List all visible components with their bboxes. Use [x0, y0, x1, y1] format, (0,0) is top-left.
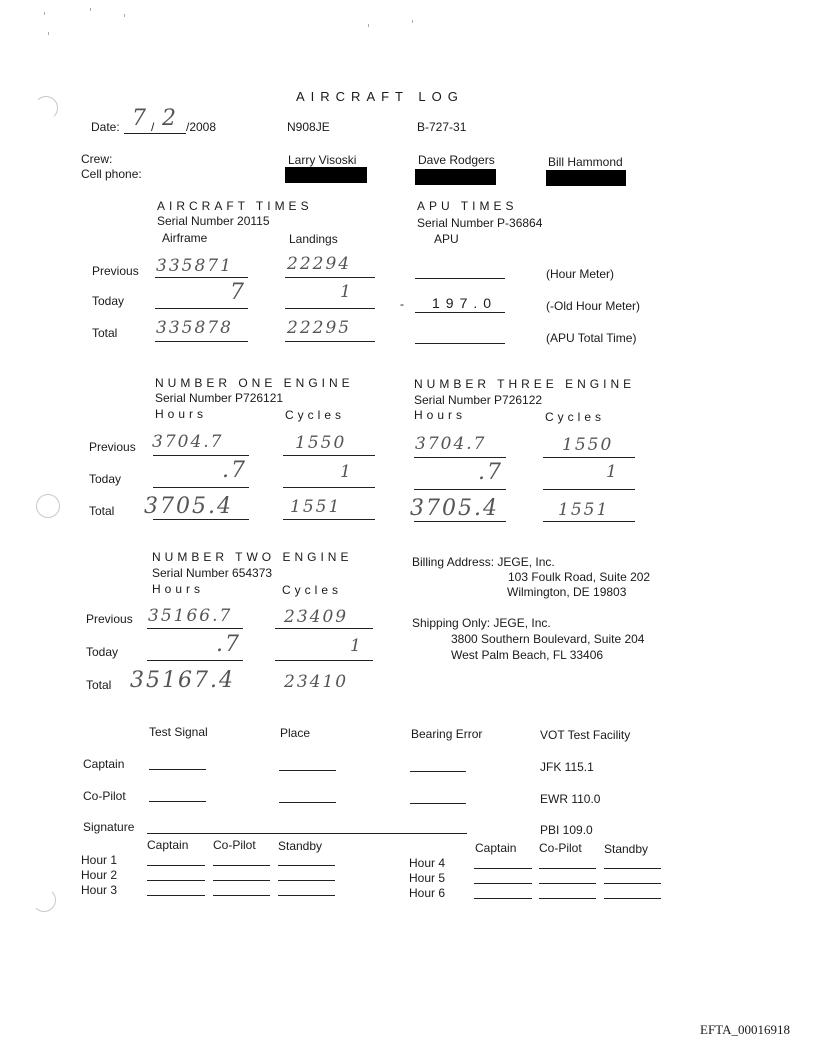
airframe-total-line [155, 341, 248, 342]
duty-line [147, 895, 205, 896]
engine-two-hours-previous: 35166.7 [148, 606, 233, 626]
vot-facility-jfk: JFK 115.1 [540, 760, 594, 774]
crew-label: Crew: [81, 152, 113, 166]
engine-two-cycles-previous: 23409 [284, 607, 349, 627]
vor-row-signature: Signature [83, 820, 135, 834]
scan-speck [412, 20, 413, 23]
apu-hour-meter-line [415, 278, 505, 279]
engine-three-cycles-previous: 1550 [562, 435, 614, 455]
engine-three-hours-previous-line [414, 457, 506, 458]
engine-one-hours-today: .7 [222, 458, 247, 483]
engine-one-hours-label: Hours [155, 407, 208, 421]
engine-three-cycles-previous-line [543, 457, 635, 458]
apu-total-label: (APU Total Time) [546, 331, 637, 345]
redacted-phone-2 [415, 169, 496, 185]
aircraft-serial: Serial Number 20115 [157, 214, 270, 228]
engine-one-hours-previous: 3704.7 [152, 432, 224, 452]
engine-two-cycles-today: 1 [350, 636, 363, 656]
billing-line-2: Wilmington, DE 19803 [507, 585, 627, 599]
engine-three-cycles-total-line [543, 521, 635, 522]
aircraft-type: B-727-31 [417, 120, 467, 134]
row-label-previous: Previous [86, 612, 133, 626]
duty-hour-1: Hour 1 [81, 853, 118, 867]
engine-three-hours-today-line [414, 489, 506, 490]
engine-three-serial: Serial Number P726122 [414, 393, 543, 407]
punch-hole-top [34, 96, 58, 120]
redacted-phone-1 [285, 167, 367, 183]
engine-two-serial: Serial Number 654373 [152, 566, 273, 580]
copilot-place-line [279, 802, 336, 803]
row-label-today: Today [92, 294, 125, 308]
duty-line [474, 883, 532, 884]
duty-col-standby-left: Standby [278, 839, 323, 853]
duty-hour-5: Hour 5 [409, 871, 446, 885]
apu-hour-meter-label: (Hour Meter) [546, 267, 615, 281]
duty-hour-3: Hour 3 [81, 883, 118, 897]
redacted-phone-3 [546, 170, 626, 186]
row-label-today: Today [89, 472, 122, 486]
row-label-total: Total [92, 326, 118, 340]
vor-header-facility: VOT Test Facility [540, 728, 631, 742]
engine-two-hours-total: 35167.4 [130, 668, 235, 693]
landings-total-line [285, 341, 375, 342]
apu-old-meter-value: 197.0 [432, 295, 498, 311]
row-label-total: Total [89, 504, 115, 518]
vor-header-test-signal: Test Signal [149, 725, 208, 739]
landings-col-label: Landings [289, 232, 338, 246]
duty-line [213, 880, 270, 881]
captain-test-signal-line [149, 769, 206, 770]
engine-two-heading: NUMBER TWO ENGINE [152, 550, 353, 564]
engine-one-cycles-total: 1551 [290, 497, 342, 517]
engine-one-hours-total: 3705.4 [144, 494, 233, 519]
row-label-total: Total [86, 678, 112, 692]
page-title: AIRCRAFT LOG [296, 89, 464, 104]
engine-three-cycles-label: Cycles [545, 410, 606, 424]
duty-line [539, 883, 596, 884]
apu-old-meter-label: (-Old Hour Meter) [546, 299, 641, 313]
duty-line [278, 880, 335, 881]
aircraft-times-heading: AIRCRAFT TIMES [157, 199, 313, 213]
landings-today-line [285, 308, 375, 309]
crew-member-2: Dave Rodgers [418, 153, 495, 167]
airframe-today: 7 [230, 280, 246, 305]
duty-col-standby-right: Standby [604, 842, 649, 856]
duty-line [474, 868, 532, 869]
engine-three-cycles-today: 1 [606, 462, 619, 482]
airframe-previous-line [155, 277, 248, 278]
engine-one-cycles-today-line [283, 487, 375, 488]
crew-member-1: Larry Visoski [288, 153, 357, 167]
duty-line [539, 898, 596, 899]
duty-line [474, 898, 532, 899]
punch-hole-middle [36, 494, 60, 518]
engine-three-cycles-total: 1551 [558, 500, 610, 520]
airframe-col-label: Airframe [162, 231, 208, 245]
duty-line [604, 898, 661, 899]
duty-col-copilot-right: Co-Pilot [539, 841, 582, 855]
crew-member-3: Bill Hammond [548, 155, 623, 169]
captain-bearing-line [410, 771, 466, 772]
engine-one-heading: NUMBER ONE ENGINE [155, 376, 354, 390]
landings-total: 22295 [287, 318, 352, 338]
tail-number: N908JE [287, 120, 330, 134]
apu-old-meter-line [415, 312, 505, 313]
engine-one-hours-previous-line [153, 455, 249, 456]
date-month: 7 [132, 106, 148, 131]
vot-facility-ewr: EWR 110.0 [540, 792, 601, 806]
duty-line [213, 895, 270, 896]
date-underline [124, 133, 186, 134]
engine-one-cycles-previous: 1550 [295, 433, 347, 453]
duty-col-copilot-left: Co-Pilot [213, 838, 256, 852]
shipping-line-2: West Palm Beach, FL 33406 [451, 648, 604, 662]
duty-col-captain-left: Captain [147, 838, 189, 852]
apu-times-heading: APU TIMES [417, 199, 518, 213]
vot-facility-pbi: PBI 109.0 [540, 823, 593, 837]
landings-previous-line [285, 277, 375, 278]
duty-line [278, 895, 335, 896]
engine-two-hours-label: Hours [152, 582, 205, 596]
duty-hour-2: Hour 2 [81, 868, 118, 882]
duty-line [147, 865, 205, 866]
duty-line [604, 868, 661, 869]
scan-speck [90, 8, 91, 11]
apu-dash: - [400, 297, 404, 311]
vor-row-captain: Captain [83, 757, 125, 771]
date-slash: / [151, 120, 155, 134]
landings-previous: 22294 [287, 254, 352, 274]
vor-header-place: Place [280, 726, 311, 740]
engine-three-hours-total-line [414, 521, 506, 522]
engine-three-hours-total: 3705.4 [410, 496, 499, 521]
engine-two-cycles-previous-line [275, 628, 373, 629]
captain-place-line [279, 770, 336, 771]
engine-two-hours-today-line [147, 660, 243, 661]
duty-hour-4: Hour 4 [409, 856, 446, 870]
row-label-today: Today [86, 645, 119, 659]
row-label-previous: Previous [92, 264, 139, 278]
date-label: Date: [91, 120, 120, 134]
shipping-label: Shipping Only: JEGE, Inc. [412, 616, 551, 630]
scan-speck [124, 14, 125, 17]
punch-hole-bottom [32, 888, 56, 912]
shipping-line-1: 3800 Southern Boulevard, Suite 204 [451, 632, 645, 646]
engine-three-hours-previous: 3704.7 [415, 434, 487, 454]
engine-one-cycles-total-line [283, 519, 375, 520]
engine-three-hours-label: Hours [414, 408, 467, 422]
duty-line [147, 880, 205, 881]
apu-total-line [415, 343, 505, 344]
engine-three-hours-today: .7 [478, 460, 503, 485]
billing-label: Billing Address: JEGE, Inc. [412, 555, 555, 569]
copilot-test-signal-line [149, 801, 206, 802]
engine-one-cycles-label: Cycles [285, 408, 346, 422]
copilot-bearing-line [410, 803, 466, 804]
apu-serial: Serial Number P-36864 [417, 216, 543, 230]
scan-speck [368, 24, 369, 27]
engine-one-serial: Serial Number P726121 [155, 391, 284, 405]
vor-row-copilot: Co-Pilot [83, 789, 126, 803]
document-id: EFTA_00016918 [700, 1022, 790, 1037]
airframe-total: 335878 [156, 318, 233, 338]
engine-three-cycles-today-line [543, 489, 635, 490]
engine-one-hours-today-line [153, 487, 249, 488]
row-label-previous: Previous [89, 440, 136, 454]
duty-hour-6: Hour 6 [409, 886, 446, 900]
apu-col-label: APU [434, 232, 459, 246]
duty-line [213, 865, 270, 866]
airframe-today-line [155, 308, 248, 309]
engine-two-cycles-total: 23410 [284, 672, 349, 692]
signature-line [147, 833, 467, 834]
scan-speck [48, 32, 49, 35]
engine-three-heading: NUMBER THREE ENGINE [414, 377, 636, 391]
scan-speck [44, 12, 45, 15]
duty-line [278, 865, 335, 866]
date-day: 2 [162, 106, 178, 131]
engine-two-cycles-label: Cycles [282, 583, 343, 597]
duty-col-captain-right: Captain [475, 841, 517, 855]
engine-two-hours-previous-line [147, 628, 243, 629]
date-year: /2008 [186, 120, 217, 134]
billing-line-1: 103 Foulk Road, Suite 202 [508, 570, 651, 584]
engine-two-cycles-today-line [275, 660, 373, 661]
duty-line [604, 883, 661, 884]
vor-header-bearing-error: Bearing Error [411, 727, 483, 741]
cell-phone-label: Cell phone: [81, 167, 142, 181]
airframe-previous: 335871 [156, 256, 233, 276]
engine-one-hours-total-line [153, 519, 249, 520]
landings-today: 1 [340, 282, 353, 302]
engine-one-cycles-previous-line [283, 455, 375, 456]
duty-line [539, 868, 596, 869]
engine-two-hours-today: .7 [216, 632, 241, 657]
engine-one-cycles-today: 1 [340, 462, 353, 482]
